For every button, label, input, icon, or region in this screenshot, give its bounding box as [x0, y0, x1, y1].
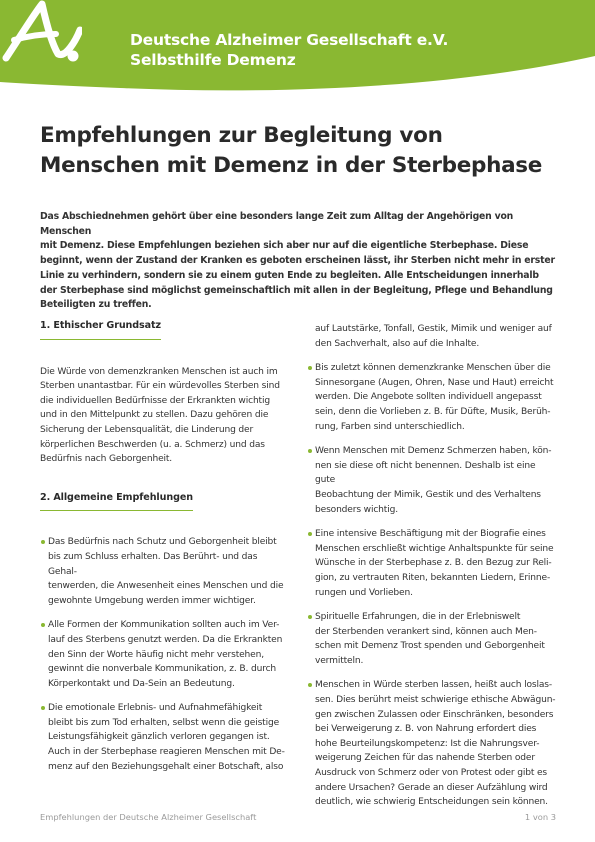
bullet-icon — [308, 683, 312, 687]
list-item-line: Spirituelle Erfahrungen, die in der Erlebniswelt — [315, 612, 521, 623]
paragraph-line: Sicherung der Lebensqualität, die Linderung der — [40, 424, 254, 435]
list-item-line: sein, denn die Vorlieben z. B. für Düfte, Musik, Berüh- — [315, 406, 551, 417]
list-item — [307, 361, 557, 434]
org-line-2: Selbsthilfe Demenz — [130, 51, 296, 69]
list-item-line: der Sterbenden verankert sind, können auch Men- — [315, 626, 537, 637]
list-item-line: andere Ursachen? Gerade an dieser Aufzählung wird — [315, 782, 548, 793]
list-item — [307, 444, 557, 517]
list-item-continuation — [307, 322, 557, 351]
paragraph-line: Bedürfnis nach Geborgenheit. — [40, 454, 173, 465]
list-item-line: Sinnesorgane (Augen, Ohren, Nase und Haut) erreicht — [315, 377, 554, 388]
intro-paragraph — [40, 210, 560, 313]
list-item-line: Leistungsfähigkeit gänzlich verloren gegangen ist. — [48, 732, 270, 743]
list-item-line: vermitteln. — [315, 655, 364, 666]
intro-line: der Sterbephase sind möglichst gemeinschaftlich mit allen in der Begleitung, Pflege und Behandlung — [40, 284, 553, 296]
intro-line: Das Abschiednehmen gehört über eine besonders lange Zeit zum Alltag der Angehörigen von Menschen — [40, 211, 514, 237]
bullet-icon — [41, 623, 45, 627]
list-item-line: tenwerden, die Anwesenheit eines Menschen und die — [48, 581, 284, 592]
header-band — [0, 0, 595, 92]
paragraph-line: und in den Mittelpunkt zu stellen. Dazu gehören die — [40, 410, 269, 421]
list-item-line: rung, Farben sind unterschiedlich. — [315, 421, 465, 432]
list-item-line: Alle Formen der Kommunikation sollten auch im Ver- — [48, 620, 280, 631]
bullet-icon — [308, 615, 312, 619]
footer-document-title: Empfehlungen der Deutsche Alzheimer Gesellschaft — [40, 812, 257, 822]
list-item-line: werden. Die Angebote sollten individuell angepasst — [315, 392, 542, 403]
intro-line: Beteiligten zu treffen. — [40, 299, 152, 311]
list-item-line: gen zwischen Zulassen oder Einschränken, besonders — [315, 709, 554, 720]
intro-line: Linie zu verhindern, sondern sie zu einem guten Ende zu begleiten. Alle Entscheidungen innerhalb — [40, 269, 539, 281]
list-item-line: lauf des Sterbens genutzt werden. Da die Erkrankten — [48, 634, 283, 645]
list-item-line: Bis zuletzt können demenzkranke Menschen über die — [315, 363, 551, 374]
list-item-line: hohe Beurteilungskompetenz: Ist die Nahrungsver- — [315, 738, 540, 749]
list-item-line: nen sie diese oft nicht benennen. Deshalb ist eine gute — [315, 460, 536, 486]
paragraph-line: die individuellen Bedürfnisse der Erkrankten wichtig — [40, 395, 270, 406]
list-item-line: den Sachverhalt, also auf die Inhalte. — [315, 338, 480, 349]
list-item-line: bleibt bis zum Tod erhalten, selbst wenn die geistige — [48, 717, 280, 728]
page-number: 1 von 3 — [524, 812, 556, 822]
list-item-line: gewinnt die nonverbale Kommunikation, z. B. durch — [48, 664, 277, 675]
list-item — [40, 701, 288, 774]
bullet-icon — [308, 366, 312, 370]
list-item-line: Auch in der Sterbephase reagieren Menschen mit De- — [48, 747, 285, 758]
list-item-line: deutlich, wie schwierig Entscheidungen sein können. — [315, 797, 548, 808]
list-item-line: bei Verweigerung z. B. von Nahrung erfordert dies — [315, 724, 537, 735]
paragraph-line: körperlichen Beschwerden (u. a. Schmerz) und das — [40, 439, 265, 450]
list-item-line: schen mit Demenz Trost spenden und Geborgenheit — [315, 641, 545, 652]
list-item-line: besonders wichtig. — [315, 504, 398, 515]
list-item — [307, 527, 557, 600]
list-item — [307, 610, 557, 668]
list-item — [40, 535, 288, 608]
list-item-line: Menschen erschließt wichtige Anhaltspunkte für seine — [315, 543, 554, 554]
alzheimer-a-logo-icon — [0, 0, 82, 66]
title-line-2: Menschen mit Demenz in der Sterbephase — [40, 153, 543, 178]
list-item-line: menz auf den Beziehungsgehalt einer Botschaft, also — [48, 761, 284, 772]
paragraph-line: Sterben unantastbar. Für ein würdevolles Sterben sind — [40, 381, 280, 392]
bullet-icon — [41, 706, 45, 710]
list-item-line: gion, zu vertrauten Riten, bekannten Liedern, Erinne- — [315, 572, 551, 583]
org-line-1: Deutsche Alzheimer Gesellschaft e.V. — [130, 31, 449, 49]
list-item-line: rungen und Vorlieben. — [315, 587, 413, 598]
list-item-line: sen. Dies berührt meist schwierige ethische Abwägun- — [315, 695, 556, 706]
list-item-line: Beobachtung der Mimik, Gestik und des Verhaltens — [315, 489, 541, 500]
bullet-icon — [308, 449, 312, 453]
list-item-line: Eine intensive Beschäftigung mit der Biografie eines — [315, 529, 546, 540]
section-1-heading: 1. Ethischer Grundsatz — [40, 319, 161, 340]
left-column — [40, 316, 288, 784]
list-item-line: Wenn Menschen mit Demenz Schmerzen haben, kön- — [315, 446, 552, 457]
list-item-line: Menschen in Würde sterben lassen, heißt auch loslas- — [315, 680, 552, 691]
section-1-paragraph — [40, 365, 288, 467]
list-item-line: Wünsche in der Sterbephase z. B. den Bezug zur Reli- — [315, 558, 552, 569]
list-item-line: Körperkontakt und Da-Sein an Bedeutung. — [48, 678, 235, 689]
intro-line: mit Demenz. Diese Empfehlungen beziehen sich aber nur auf die eigentliche Sterbephase. Diese — [40, 240, 529, 252]
bullet-icon — [308, 532, 312, 536]
list-item — [307, 678, 557, 809]
list-item-line: weigerung Zeichen für das nahende Sterben oder — [315, 753, 535, 764]
right-column — [307, 322, 557, 820]
list-item-line: den Sinn der Worte häufig nicht mehr verstehen, — [48, 649, 264, 660]
list-item-line: Die emotionale Erlebnis- und Aufnahmefähigkeit — [48, 703, 263, 714]
section-2-heading: 2. Allgemeine Empfehlungen — [40, 491, 193, 512]
list-item-line: bis zum Schluss erhalten. Das Berührt- und das Gehal- — [48, 551, 258, 577]
list-item — [40, 618, 288, 691]
page-title — [40, 121, 570, 181]
list-item-line: gewohnte Umgebung werden immer wichtiger. — [48, 595, 256, 606]
bullet-icon — [41, 540, 45, 544]
list-item-line: Das Bedürfnis nach Schutz und Geborgenheit bleibt — [48, 537, 277, 548]
list-item-line: Ausdruck von Schmerz oder von Protest oder gibt es — [315, 768, 548, 779]
paragraph-line: Die Würde von demenzkranken Menschen ist auch im — [40, 366, 278, 377]
list-item-line: auf Lautstärke, Tonfall, Gestik, Mimik und weniger auf — [315, 324, 552, 334]
title-line-1: Empfehlungen zur Begleitung von — [40, 123, 443, 148]
intro-line: beginnt, wenn der Zustand der Kranken es geboten erscheinen lässt, ihr Sterben nicht mehr in erster — [40, 255, 555, 267]
organization-name — [130, 30, 448, 70]
